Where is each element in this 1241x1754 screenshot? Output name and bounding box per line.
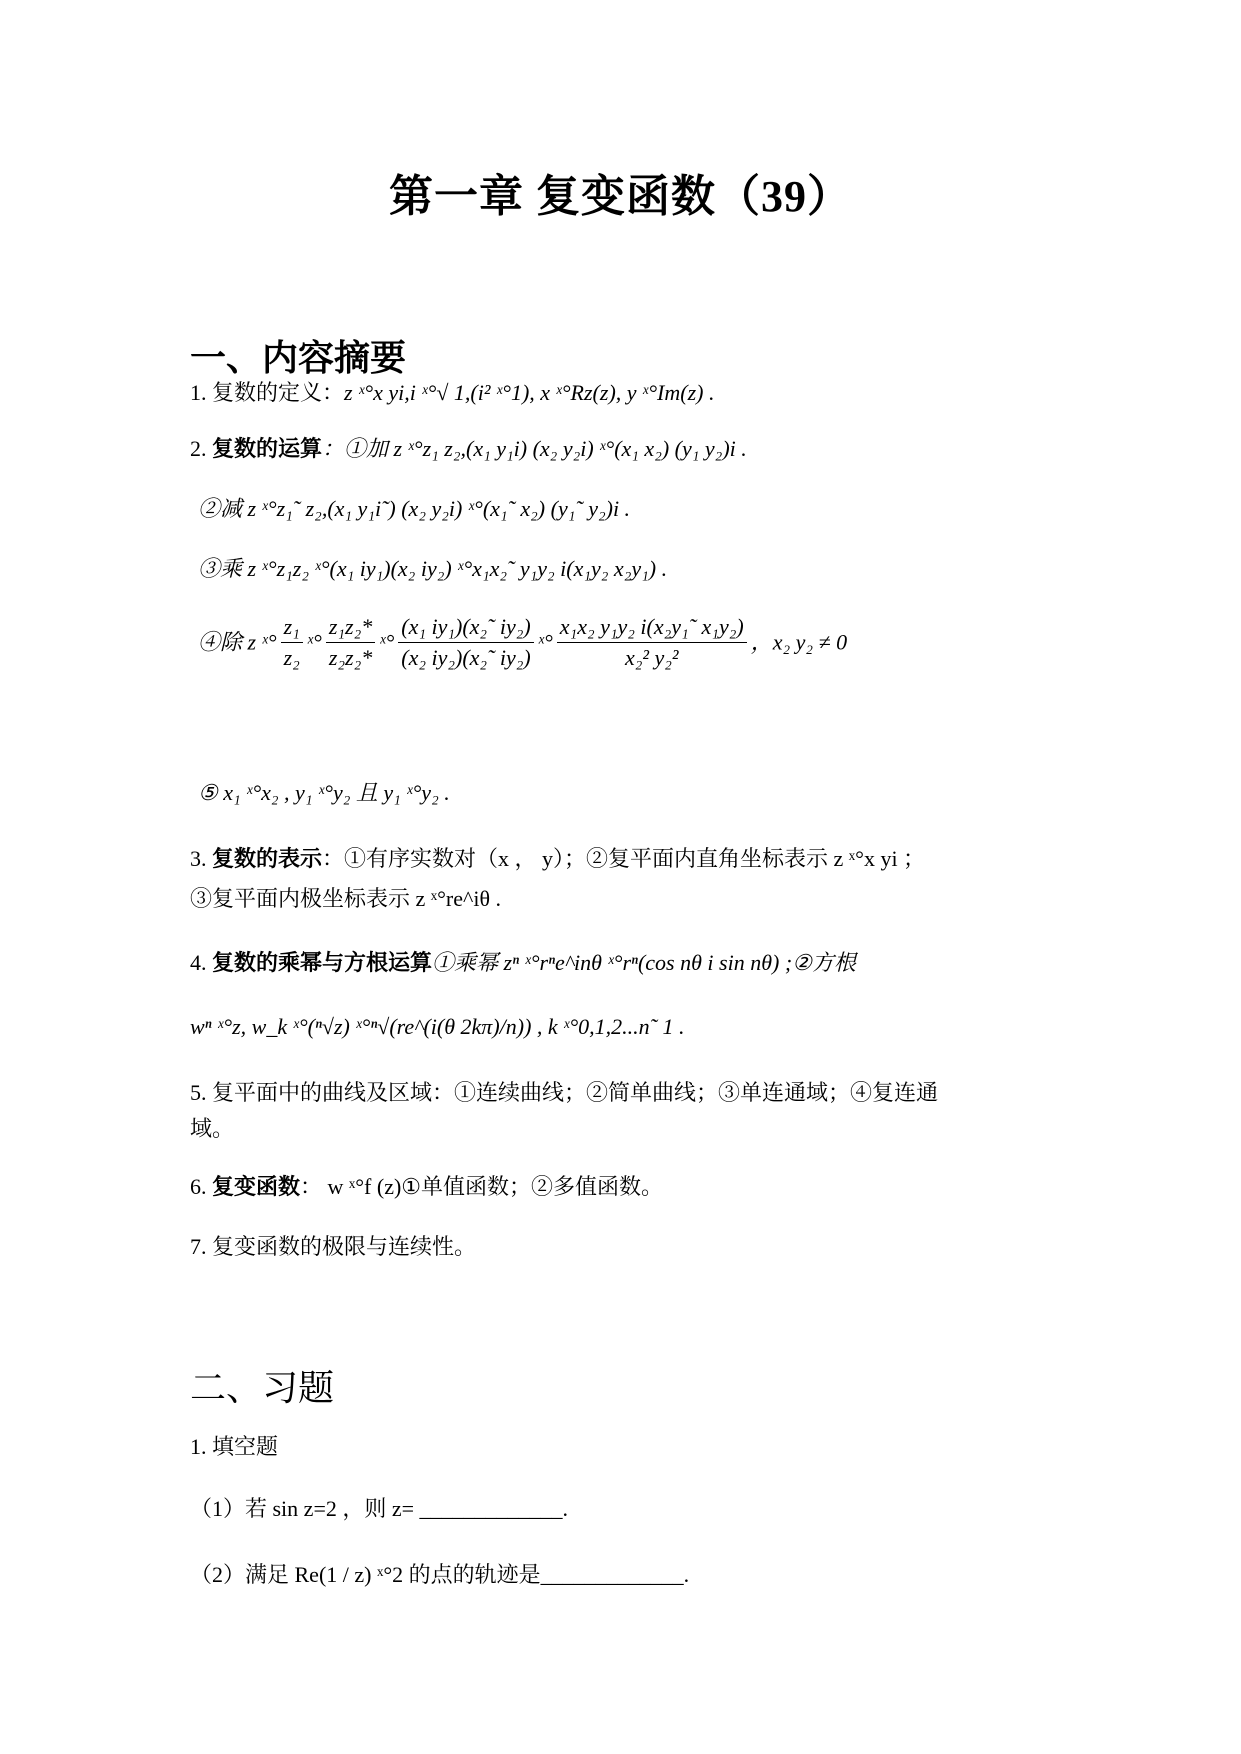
chapter-title: 第一章 复变函数（39） <box>389 172 852 221</box>
div-frac-1-den: z₂ <box>283 645 300 670</box>
item-6-label: 复变函数 <box>212 1174 301 1199</box>
item-6-text: ： w ˣ°f (z)①单值函数；②多值函数。 <box>300 1174 664 1199</box>
div-frac-4-den: x₂² y₂² <box>624 645 679 670</box>
item-4 <box>190 948 856 978</box>
item-7: 7. 复变函数的极限与连续性。 <box>190 1234 477 1259</box>
div-frac-4 <box>557 612 747 673</box>
question-1-sub-2: （2）满足 Re(1 / z) ˣ°2 的点的轨迹是_____________. <box>190 1562 690 1587</box>
item-2 <box>190 434 747 464</box>
item-3-label: 复数的表示 <box>212 846 323 871</box>
item-4-num: 4. <box>190 950 212 975</box>
item-3-line2: ③复平面内极坐标表示 z ˣ°re^iθ . <box>190 886 501 911</box>
item-2-label: 复数的运算 <box>212 436 323 461</box>
div-frac-2-num: z₁z₂* <box>326 612 375 643</box>
item-5-line2: 域。 <box>190 1116 235 1141</box>
question-1-label: 1. 填空题 <box>190 1434 279 1459</box>
item-2-sub: ②减 z ˣ°z₁˜ z₂,(x₁ y₁i˜) (x₂ y₂i) ˣ°(x₁˜ x₂) (y₁˜ y₂)i . <box>198 496 631 521</box>
item-2-add: ：①加 z ˣ°z₁ z₂,(x₁ y₁i) (x₂ y₂i) ˣ°(x₁ x₂) (y₁ y₂)i . <box>322 436 747 461</box>
div-eq-2: ˣ° <box>379 629 395 655</box>
item-4-line1: ①乘幂 zⁿ ˣ°rⁿe^inθ ˣ°rⁿ(cos nθ i sin nθ) ;②方根 <box>432 950 856 975</box>
item-6-num: 6. <box>190 1174 212 1199</box>
item-3 <box>190 844 925 874</box>
div-prefix: ④除 z ˣ° <box>198 629 277 655</box>
item-1-label: 1. 复数的定义： <box>190 380 345 405</box>
div-eq-1: ˣ° <box>306 629 322 655</box>
div-frac-1-num: z₁ <box>281 612 303 643</box>
item-3-num: 3. <box>190 846 212 871</box>
div-eq-3: ˣ° <box>537 629 553 655</box>
section-heading-exercises: 二、习题 <box>190 1368 335 1408</box>
item-5-line1: 5. 复平面中的曲线及区域：①连续曲线；②简单曲线；③单连通域；④复连通 <box>190 1080 939 1105</box>
item-3-line1: ：①有序实数对（x ， y）；②复平面内直角坐标表示 z ˣ°x yi ； <box>322 846 926 871</box>
section-heading-summary: 一、内容摘要 <box>190 338 407 378</box>
div-frac-2-den: z₂z₂* <box>328 645 373 670</box>
item-1-formula: z ˣ°x yi,i ˣ°√ 1,(i² ˣ°1), x ˣ°Rz(z), y ˣ°Im(z) . <box>344 380 715 405</box>
item-2-mul: ③乘 z ˣ°z₁z₂ ˣ°(x₁ iy₁)(x₂ iy₂) ˣ°x₁x₂˜ y₁y₂ i(x₁y₂ x₂y₁) . <box>198 556 668 581</box>
item-4-line2: wⁿ ˣ°z, w_k ˣ°(ⁿ√z) ˣ°ⁿ√(re^(i(θ 2kπ)/n)) , k ˣ°0,1,2...n˜ 1 . <box>190 1014 685 1039</box>
item-2-eq: ⑤ x₁ ˣ°x₂ , y₁ ˣ°y₂ 且 y₁ ˣ°y₂ . <box>198 780 450 805</box>
div-frac-3-den: (x₂ iy₂)(x₂˜ iy₂) <box>401 645 531 670</box>
item-2-div <box>198 612 847 673</box>
item-1 <box>190 378 714 408</box>
div-frac-4-num: x₁x₂ y₁y₂ i(x₂y₁˜ x₁y₂) <box>557 612 747 643</box>
question-1-sub-1: （1）若 sin z=2 ，则 z= _____________. <box>190 1496 569 1521</box>
div-frac-3 <box>398 612 534 673</box>
div-frac-2 <box>326 612 375 673</box>
item-4-label: 复数的乘幂与方根运算 <box>212 950 433 975</box>
item-6 <box>190 1172 663 1202</box>
item-2-num: 2. <box>190 436 212 461</box>
div-frac-1 <box>281 612 303 673</box>
div-frac-3-num: (x₁ iy₁)(x₂˜ iy₂) <box>398 612 534 643</box>
div-suffix: ，x₂ y₂ ≠ 0 <box>750 629 848 655</box>
